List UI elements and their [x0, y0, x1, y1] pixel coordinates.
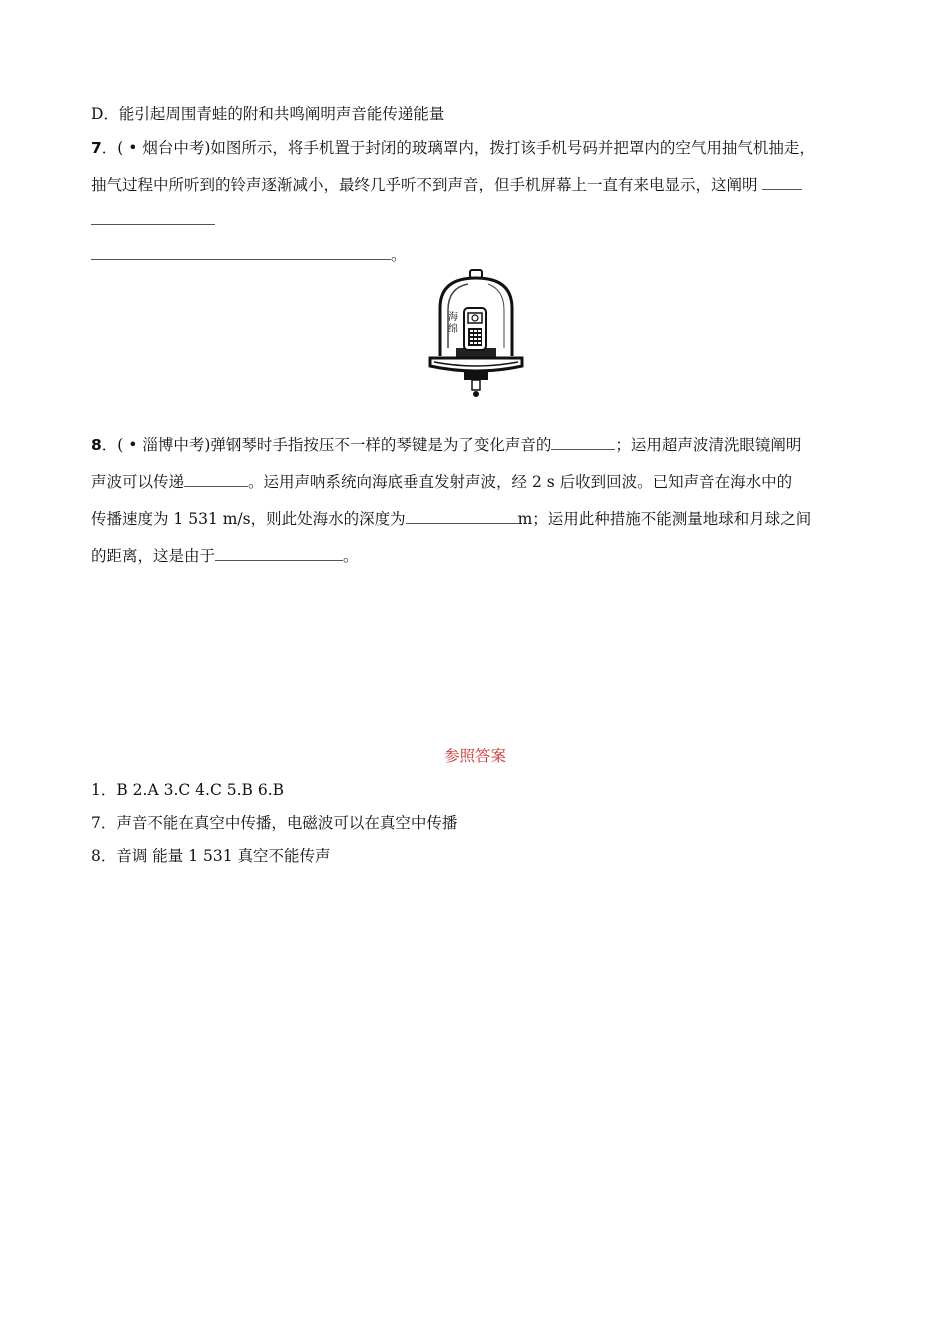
q7-text-2: 抽气过程中所听到的铃声逐渐减小，最终几乎听不到声音，但手机屏幕上一直有来电显示，这阐明: [91, 176, 758, 194]
q7-blank-b: [91, 210, 215, 225]
q8-text-3a: 传播速度为 1 531 m/s，则此处海水的深度为: [91, 510, 406, 528]
q8-text-2b: 。运用声呐系统向海底垂直发射声波，经 2 s 后收到回波。已知声音在海水中的: [248, 473, 793, 491]
q8-text-3b: m；运用此种措施不能测量地球和月球之间: [517, 510, 812, 528]
q7-blank-a: [762, 175, 802, 190]
bell-jar-figure: [428, 268, 524, 398]
q8-text-1b: ；运用超声波清洗眼镜阐明: [615, 436, 802, 454]
q8-blank-1: [551, 435, 615, 450]
q6-option-d: D．能引起周围青蛙的附和共鸣阐明声音能传递能量: [91, 105, 445, 123]
base-plate: [430, 358, 522, 371]
q8-text-2a: 声波可以传递: [91, 473, 185, 491]
q8-line-3: [91, 509, 811, 529]
q7-blank-c: [91, 245, 391, 260]
sponge-label-2: 绵: [448, 324, 458, 335]
q7-line-3: [91, 210, 215, 230]
q7-text-1: 如图所示，将手机置于封闭的玻璃罩内，拨打该手机号码并把罩内的空气用抽气机抽走，: [210, 139, 815, 157]
q8-line-2: [91, 472, 792, 492]
q7-line-1: [91, 138, 815, 158]
answers-title: 参照答案: [443, 747, 506, 765]
valve-knob: [473, 391, 479, 397]
q8-number: 8: [91, 436, 102, 454]
q7-line-4: [91, 245, 407, 265]
q8-source: ．( • 淄博中考): [101, 436, 211, 454]
q8-line-4: [91, 546, 359, 566]
answer-line-3: 8．音调 能量 1 531 真空不能传声: [91, 847, 331, 865]
sponge-label-1: 海: [448, 312, 458, 323]
q8-text-4a: 的距离，这是由于: [91, 547, 216, 565]
q8-text-1a: 弹钢琴时手指按压不一样的琴键是为了变化声音的: [210, 436, 552, 454]
q8-line-1: [91, 435, 801, 455]
q8-text-4b: 。: [343, 547, 359, 565]
q7-number: 7: [91, 139, 102, 157]
base-stand: [464, 372, 488, 380]
q7-end: 。: [391, 246, 407, 264]
q8-blank-4: [215, 546, 343, 561]
answer-line-1: 1．B 2.A 3.C 4.C 5.B 6.B: [91, 781, 285, 799]
q7-source: ．( • 烟台中考): [101, 139, 211, 157]
q8-blank-3: [406, 509, 518, 524]
q7-line-2: [91, 175, 802, 195]
pump-valve: [472, 380, 480, 390]
answer-line-2: 7．声音不能在真空中传播，电磁波可以在真空中传播: [91, 814, 458, 832]
q8-blank-2: [184, 472, 248, 487]
